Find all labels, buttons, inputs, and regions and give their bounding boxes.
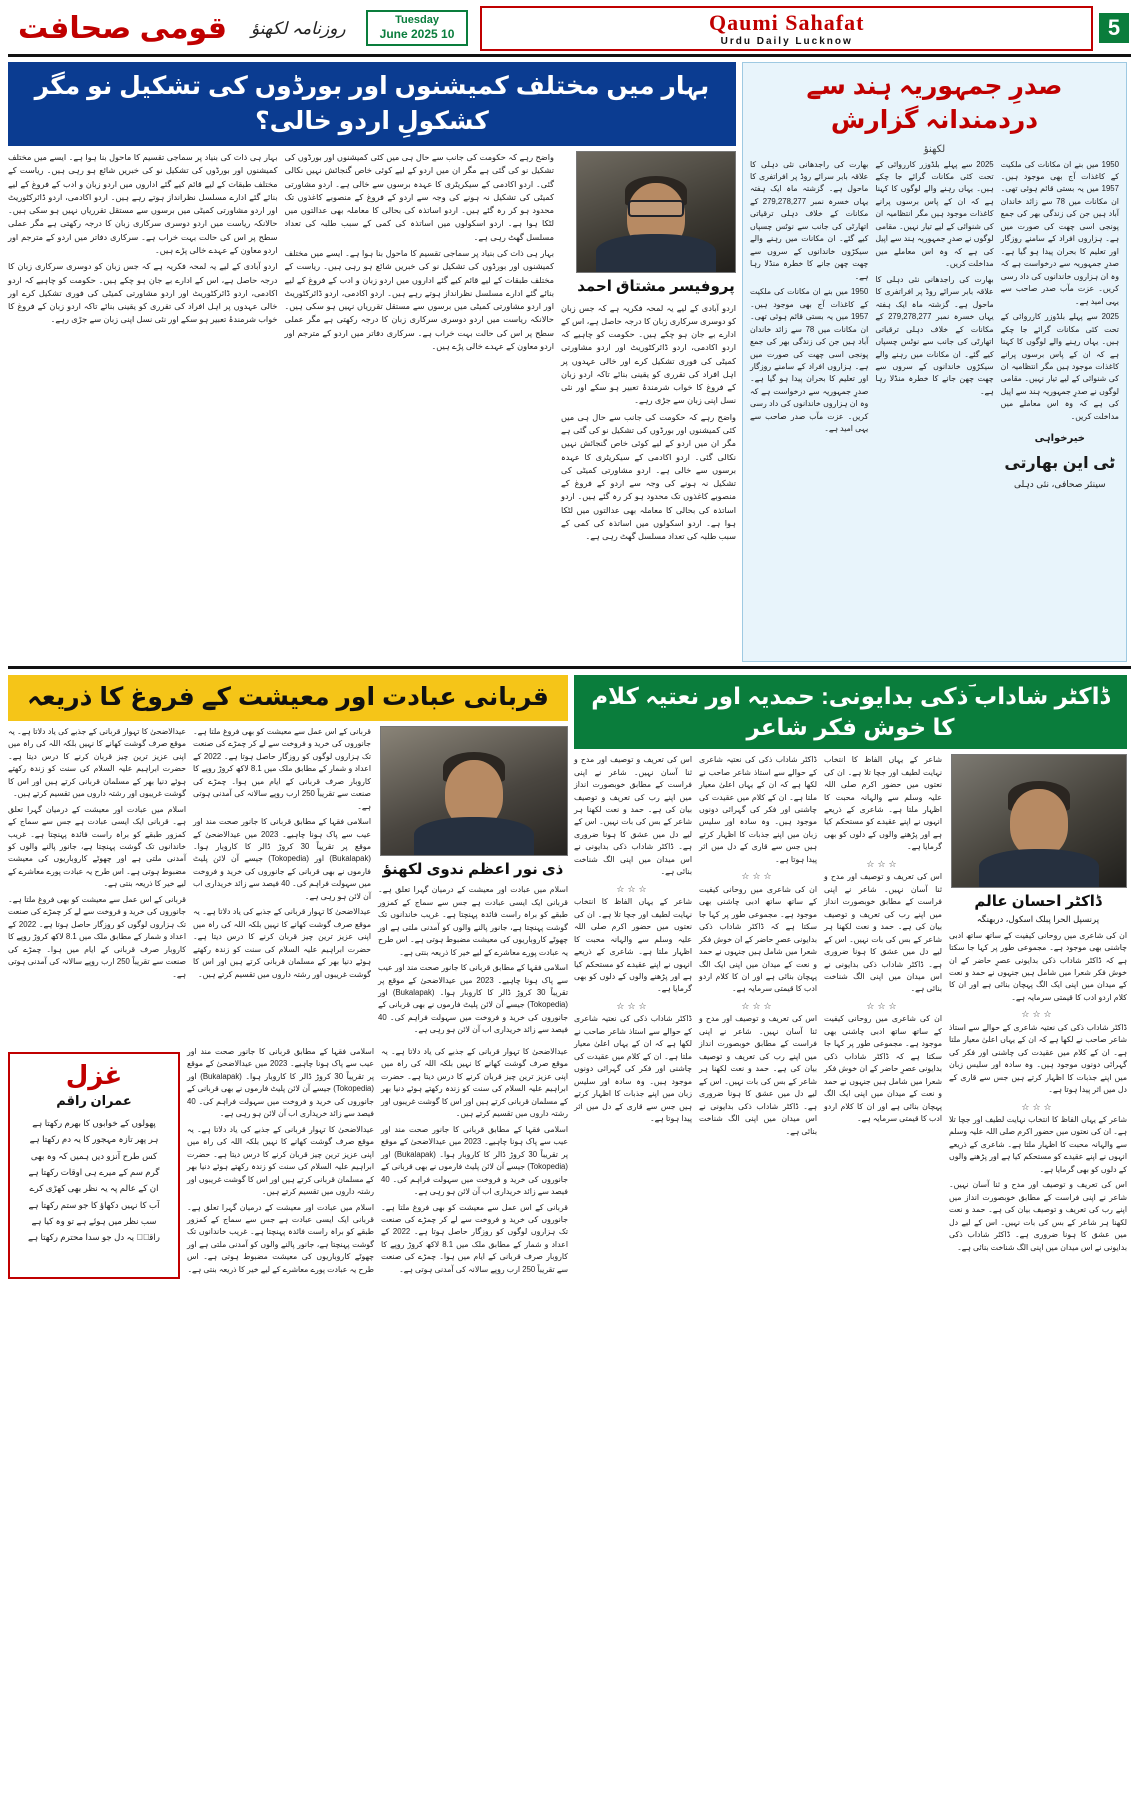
section-divider [8,666,1131,669]
qurbani-col-2-text: قربانی کے اس عمل سے معیشت کو بھی فروغ ملتا ہے۔ جانوروں کی خرید و فروخت سے لے کر چمڑے کی صنعت تک ہزاروں لوگوں کو روزگار حاصل ہوتا ہے۔ 2022 کے اعداد و شمار کے مطابق ملک میں 8.1 لاکھ کروڑ روپے کا کاروبار صرف قربانی کے ایام میں ہوا۔ چمڑے کی صنعت سے تقریباً 250 ارب روپے سالانہ کی آمدنی ہوتی ہے۔ [193,726,371,811]
qurbani-col-4-text2: عیدالاضحیٰ کا تہوار قربانی کے جذبے کی یاد دلاتا ہے۔ یہ موقع صرف گوشت کھانے کا نہیں بلکہ اللہ کی راہ میں اپنی عزیز ترین چیز قربان کرنے کا درس دیتا ہے۔ حضرت ابراہیم علیہ السلام کی سنت کو زندہ رکھتے ہوئے دنیا بھر کے مسلمان قربانی کرتے ہیں اور اس کا گوشت غریبوں اور رشتہ داروں میں تقسیم کرتے ہیں۔ [187,1124,374,1197]
ghazal-line: سب نظر میں ہوئے ہے تو وہ کیا ہے [31,1215,157,1226]
ghazal-line: راقمؔ یہ دل جو سدا محترم رکھتا ہے [28,1232,160,1243]
qurbani-col-5 [381,1046,568,1279]
qurbani-col-1-text2: اسلام میں عبادت اور معیشت کے درمیان گہرا تعلق ہے۔ قربانی ایک ایسی عبادت ہے جس سے سماج کے کمزور طبقے کو براہ راست فائدہ پہنچتا ہے۔ غریب خاندانوں تک گوشت پہنچتا ہے، جانور پالنے والوں کو آمدنی ملتی ہے اور چھوٹے کاروباریوں کی معیشت مضبوط ہوتی ہے۔ اس طرح یہ عبادت پورے معاشرے کے لیے خیر کا ذریعہ بنتی ہے۔ [8,804,186,889]
masthead-date-value: 10 June 2025 [379,27,455,42]
shadab-col-2-text: ڈاکٹر شاداب ذکی کی نعتیہ شاعری کے حوالے سے استاذ شاعر صاحب نے لکھا ہے کہ ان کے یہاں اعلیٰ معیار ملتا ہے۔ ان کے کلام میں عقیدت کی چاشنی اور فکر کی گہرائی دونوں موجود ہیں۔ وہ سادہ اور سلیس زبان میں اپنے جذبات کا اظہار کرتے ہیں جس سے قاری کے دل میں اثر پیدا ہوتا ہے۔ [699,755,817,864]
secondary-col-3-text: 1950 میں بنے ان مکانات کی ملکیت کے کاغذات آج بھی موجود ہیں۔ 1957 میں یہ بستی قائم ہوئی تھی۔ ان مکانات میں 78 سے زائد خاندان آباد ہیں جن کی زندگی بھر کی جمع پونجی اسی چھت کی صورت میں ہے۔ ہزاروں افراد کے سامنے روزگار اور تعلیم کا بحران پیدا ہو گیا ہے۔ صدرِ جمہوریہ سے درخواست ہے کہ وہ ان ہزاروں خاندانوں کی داد رسی کریں۔ عزت مآب صدر صاحب سے یہی امید ہے۔ [1000,159,1119,306]
qurbani-col-2-text2: اسلامی فقہا کے مطابق قربانی کا جانور صحت مند اور عیب سے پاک ہونا چاہیے۔ 2023 میں عیدالاضحیٰ کے موقع پر تقریباً 30 کروڑ ڈالر کا کاروبار ہوا۔ (Bukalapak) اور (Tokopedia) جیسے آن لائن پلیٹ فارموں نے بھی قربانی کے جانوروں کی خرید و فروخت میں سہولت فراہم کی۔ 40 فیصد سے زائد خریداری اب آن لائن ہو رہی ہے۔ [193,817,372,901]
star-divider: ☆☆☆ [866,858,900,869]
author-photo-box [576,151,736,297]
star-divider: ☆☆☆ [741,871,775,882]
masthead-day: Tuesday [395,13,439,26]
lead-col-1 [8,151,278,547]
middle-section [8,675,1131,1279]
ghazal-title: غزل [65,1059,123,1090]
critic-photo-subcaption: پرنسپل الحرا پبلک اسکول، دربھنگہ [976,913,1100,924]
shadab-col-3-text: شاعر کے یہاں الفاظ کا انتخاب نہایت لطیف اور جچا تلا ہے۔ ان کی نعتوں میں حضور اکرم صلی اللہ علیہ وسلم سے والہانہ محبت کا اظہار ملتا ہے۔ شاعری کے ذریعے انہوں نے اپنے عقیدے کو مستحکم کیا ہے اور پڑھنے والوں کے دلوں کو بھی گرمایا ہے۔ [824,755,942,852]
secondary-headline: صدرِ جمہوریہ ہند سے دردمندانہ گزارش [806,72,1063,134]
lead-col-3-text: اردو آبادی کے لیے یہ لمحہ فکریہ ہے کہ جس زبان کو دوسری سرکاری زبان کا درجہ حاصل ہے، اس کے ادارے بے جان ہو چکے ہیں۔ حکومت کو چاہیے کہ اردو اکادمی، اردو ڈائرکٹوریٹ اور اردو مشاورتی کمیٹی کی فوری تشکیل کرے اور خالی عہدوں پر اہل افراد کی تقرری کو یقینی بنائے تاکہ اردو زبان کے فروغ کا خواب شرمندۂ تعبیر ہو سکے اور نئی نسل اپنی زبان سے جڑی رہے۔ [561,303,736,406]
ghazal-line: ہر پھر تازہ مہجور کا یہ دم رکھتا ہے [29,1134,159,1145]
secondary-col-3 [1001,159,1119,492]
page-number-badge: 5 [1099,13,1129,43]
secondary-col-2-text2: بھارت کی راجدھانی نئی دہلی کا علاقہ بابر سرائے روڈ پر افراتفری کا ماحول ہے۔ گزشتہ ماہ ایک ہفتہ یہاں خسرہ نمبر 279,278,277 کے مکانات کے خلاف دہلی ترقیاتی اتھارٹی کی جانب سے نوٹس چسپاں کیے گئے۔ ان مکانات میں رہنے والے سیکڑوں خاندانوں کے سروں سے چھت چھن جانے کا خطرہ منڈلا رہا ہے۔ [875,274,994,396]
masthead-title-en-box [480,6,1093,51]
secondary-col-1 [750,159,868,492]
masthead [8,6,1131,57]
lead-col-2-text: واضح رہے کہ حکومت کی جانب سے حال ہی میں کئی کمیشنوں اور بورڈوں کی تشکیل نو کی گئی ہے مگر ان میں اردو کے لیے کوئی خاص گنجائش نہیں نکالی گئی۔ اردو اکادمی کے سیکریٹری کا عہدہ برسوں سے خالی ہے۔ اردو مشاورتی کمیٹی کی تشکیل نہ ہونے کی وجہ سے اردو کے فروغ کے منصوبے کاغذوں تک محدود ہو کر رہ گئے ہیں۔ اردو اساتذہ کی بحالی کا معاملہ بھی عدالتوں میں لٹکا ہوا ہے۔ اردو اسکولوں میں اساتذہ کی کمی کے سبب طلبہ کی تعداد مسلسل گھٹ رہی ہے۔ [284,153,554,242]
secondary-sign-role: سینئر صحافی، نئی دہلی [1014,478,1106,489]
secondary-col-1-text2: 1950 میں بنے ان مکانات کی ملکیت کے کاغذات آج بھی موجود ہیں۔ 1957 میں یہ بستی قائم ہوئی تھی۔ ان مکانات میں 78 سے زائد خاندان آباد ہیں جن کی زندگی بھر کی جمع پونجی اسی چھت کی صورت میں ہے۔ ہزاروں افراد کے سامنے روزگار اور تعلیم کا بحران پیدا ہو گیا ہے۔ صدرِ جمہوریہ سے درخواست ہے کہ وہ ان ہزاروں خاندانوں کی داد رسی کریں۔ عزت مآب صدر صاحب سے یہی امید ہے۔ [750,287,869,434]
secondary-sign-city: خیرخواہی [1034,433,1086,445]
shadab-col-2-text3: اس کی تعریف و توصیف اور مدح و ثنا آسان نہیں۔ شاعر نے اپنی فراست کے مطابق خوبصورت انداز میں اپنے رب کی تعریف و توصیف بیان کی ہے۔ حمد و نعت لکھنا ہر شاعر کے بس کی بات نہیں۔ اس کے لیے دل میں عشق کا ہونا ضروری ہے۔ ڈاکٹر شاداب ذکی بدایونی نے اس میدان میں اپنی الگ شناخت بنائی ہے۔ [699,1014,817,1136]
author-photo [576,151,736,273]
qurbani-col-3-text: اسلام میں عبادت اور معیشت کے درمیان گہرا تعلق ہے۔ قربانی ایک ایسی عبادت ہے جس سے سماج کے کمزور طبقے کو براہ راست فائدہ پہنچتا ہے۔ غریب خاندانوں تک گوشت پہنچتا ہے، جانور پالنے والوں کو آمدنی ملتی ہے اور چھوٹے کاروباریوں کی معیشت مضبوط ہوتی ہے۔ اس طرح یہ عبادت پورے معاشرے کے لیے خیر کا ذریعہ بنتی ہے۔ [378,885,568,957]
star-divider: ☆☆☆ [866,1000,900,1011]
ghazal-line: کس طرح آنزو دیں ہمیں کہ وہ بھی [30,1150,158,1161]
secondary-col-1-text: بھارت کی راجدھانی نئی دہلی کا علاقہ بابر سرائے روڈ پر افراتفری کا ماحول ہے۔ گزشتہ ماہ ایک ہفتہ یہاں خسرہ نمبر 279,278,277 کے مکانات کے خلاف دہلی ترقیاتی اتھارٹی کی جانب سے نوٹس چسپاں کیے گئے۔ ان مکانات میں رہنے والے سیکڑوں خاندانوں کے سروں سے چھت چھن جانے کا خطرہ منڈلا رہا ہے۔ [750,159,869,281]
ghazal-line: آب کا نہیں دکھاؤ کا جو ستم رکھتا ہے [28,1199,160,1210]
masthead-subtitle-urdu: روزنامہ لکھنؤ [251,18,346,38]
lead-col-2-text2: بہار ہی ذات کی بنیاد پر سماجی تقسیم کا ماحول بنا ہوا ہے۔ ایسے میں مختلف کمیشنوں اور بورڈوں کی تشکیل نو کی خبریں شائع ہو رہی ہیں۔ ریاست کے مختلف طبقات کے لیے قائم کیے گئے اداروں میں اردو زبان و ادب کے فروغ کے لیے بنائے گئے ادارے مسلسل نظرانداز ہوتے رہے ہیں۔ اردو اکادمی، اردو ڈائرکٹوریٹ اور اردو مشاورتی کمیٹی میں برسوں سے مستقل تقرریاں نہیں ہو سکی ہیں۔ حالانکہ ریاست میں اردو دوسری سرکاری زبان کا درجہ رکھتی ہے مگر عملی سطح پر اس کی حالت بہت خراب ہے۔ سرکاری دفاتر میں اردو کے مترجم اور اردو معاون کے عہدے خالی پڑے ہیں۔ [284,248,554,351]
qurbani-col-4-text: اسلامی فقہا کے مطابق قربانی کا جانور صحت مند اور عیب سے پاک ہونا چاہیے۔ 2023 میں عیدالاضحیٰ کے موقع پر تقریباً 30 کروڑ ڈالر کا کاروبار ہوا۔ (Bukalapak) اور (Tokopedia) جیسے آن لائن پلیٹ فارموں نے بھی قربانی کے جانوروں کی خرید و فروخت میں سہولت فراہم کی۔ 40 فیصد سے زائد خریداری اب آن لائن ہو رہی ہے۔ [187,1046,374,1119]
ghazal-line: ان کے عالم پہ یہ نظر بھی کھڑی کرے [29,1183,159,1194]
masthead-title-en: Qaumi Sahafat [708,9,865,35]
lead-col-1-text2: اردو آبادی کے لیے یہ لمحہ فکریہ ہے کہ جس زبان کو دوسری سرکاری زبان کا درجہ حاصل ہے، اس کے ادارے بے جان ہو چکے ہیں۔ حکومت کو چاہیے کہ اردو اکادمی، اردو ڈائرکٹوریٹ اور اردو مشاورتی کمیٹی کی فوری تشکیل کرے اور خالی عہدوں پر اہل افراد کی تقرری کو یقینی بنائے تاکہ اردو زبان کے فروغ کا خواب شرمندۂ تعبیر ہو سکے اور نئی نسل اپنی زبان سے جڑی رہے۔ [8,262,278,325]
secondary-byline: لکھنؤ [923,143,946,155]
qurbani-col-4 [187,1046,374,1279]
qurbani-col-1-text: عیدالاضحیٰ کا تہوار قربانی کے جذبے کی یاد دلاتا ہے۔ یہ موقع صرف گوشت کھانے کا نہیں بلکہ اللہ کی راہ میں اپنی عزیز ترین چیز قربان کرنے کا درس دیتا ہے۔ حضرت ابراہیم علیہ السلام کی سنت کو زندہ رکھتے ہوئے دنیا بھر کے مسلمان قربانی کرتے ہیں اور اس کا گوشت غریبوں اور رشتہ داروں میں تقسیم کرتے ہیں۔ [8,726,186,799]
qurbani-col-4-text3: اسلام میں عبادت اور معیشت کے درمیان گہرا تعلق ہے۔ قربانی ایک ایسی عبادت ہے جس سے سماج کے کمزور طبقے کو براہ راست فائدہ پہنچتا ہے۔ غریب خاندانوں تک گوشت پہنچتا ہے، جانور پالنے والوں کو آمدنی ملتی ہے اور چھوٹے کاروباریوں کی معیشت مضبوط ہوتی ہے۔ اس طرح یہ عبادت پورے معاشرے کے لیے خیر کا ذریعہ بنتی ہے۔ [187,1202,374,1274]
top-section [8,62,1131,662]
star-divider: ☆☆☆ [616,883,650,894]
ghazal-line: گرم سم کے میرے ہی اوقات رکھتا ہے [28,1166,160,1177]
shadab-col-1-text3: ڈاکٹر شاداب ذکی کی نعتیہ شاعری کے حوالے سے استاذ شاعر صاحب نے لکھا ہے کہ ان کے یہاں اعلیٰ معیار ملتا ہے۔ ان کے کلام میں عقیدت کی چاشنی اور فکر کی گہرائی دونوں موجود ہیں۔ وہ سادہ اور سلیس زبان میں اپنے جذبات کا اظہار کرتے ہیں جس سے قاری کے دل میں اثر پیدا ہوتا ہے۔ [574,1014,692,1124]
qurbani-article [8,675,568,1279]
lead-col-3-text-wrap [561,302,736,544]
qurbani-col-5-text: عیدالاضحیٰ کا تہوار قربانی کے جذبے کی یاد دلاتا ہے۔ یہ موقع صرف گوشت کھانے کا نہیں بلکہ اللہ کی راہ میں اپنی عزیز ترین چیز قربان کرنے کا درس دیتا ہے۔ حضرت ابراہیم علیہ السلام کی سنت کو زندہ رکھتے ہوئے دنیا بھر کے مسلمان قربانی کرتے ہیں اور اس کا گوشت غریبوں اور رشتہ داروں میں تقسیم کرتے ہیں۔ [381,1046,568,1119]
speaker-photo-caption: ذی نور اعظم ندوی لکھنؤ [382,860,564,878]
shadab-col-3-text2: اس کی تعریف و توصیف اور مدح و ثنا آسان نہیں۔ شاعر نے اپنی فراست کے مطابق خوبصورت انداز میں اپنے رب کی تعریف و توصیف بیان کی ہے۔ حمد و نعت لکھنا ہر شاعر کے بس کی بات نہیں۔ اس کے لیے دل میں عشق کا ہونا ضروری ہے۔ ڈاکٹر شاداب ذکی بدایونی نے اس میدان میں اپنی الگ شناخت بنائی ہے۔ [824,872,942,994]
secondary-sign-name: ٹی این بھارتی [1004,455,1116,473]
secondary-col-3-text2: 2025 سے پہلے بلڈوزر کارروائی کے تحت کئی مکانات گرائے جا چکے ہیں۔ یہاں رہنے والے لوگوں کا کہنا ہے کہ ان کے پاس برسوں پرانے کاغذات موجود ہیں مگر انتظامیہ ان کی شنوائی کے لیے تیار نہیں۔ مقامی لوگوں نے صدرِ جمہوریہ ہند سے اپیل کی ہے کہ وہ اس معاملے میں مداخلت کریں۔ [1000,312,1119,421]
qurbani-headline: قربانی عبادت اور معیشت کے فروغ کا ذریعہ [8,675,568,721]
qurbani-col-3-text-wrap [378,884,568,1037]
star-divider: ☆☆☆ [1021,1101,1055,1112]
ghazal-line: پھولوں کے خوابوں کا بھرم رکھتا ہے [32,1117,156,1128]
qurbani-col-2 [193,726,371,1040]
shadab-col-3-text3: ان کی شاعری میں روحانی کیفیت کے ساتھ ساتھ ادبی چاشنی بھی موجود ہے۔ مجموعی طور پر کہا جا سکتا ہے کہ ڈاکٹر شاداب ذکی بدایونی عصرِ حاضر کے ان خوش فکر شعرا میں شامل ہیں جنہوں نے حمد و نعت کے میدان میں اپنی ایک الگ پہچان بنائی ہے اور ان کا کلام اردو ادب کا قیمتی سرمایہ ہے۔ [824,1014,942,1124]
speaker-photo [380,726,568,856]
lead-col-2 [285,151,555,547]
lead-headline: بہار میں مختلف کمیشنوں اور بورڈوں کی تشکیل نو مگر کشکولِ اردو خالی؟ [8,62,736,146]
shadab-col-2 [699,754,817,1257]
lead-col-3-text2: واضح رہے کہ حکومت کی جانب سے حال ہی میں کئی کمیشنوں اور بورڈوں کی تشکیل نو کی گئی ہے مگر ان میں اردو کے لیے کوئی خاص گنجائش نہیں نکالی گئی۔ اردو اکادمی کے سیکریٹری کا عہدہ برسوں سے خالی ہے۔ اردو مشاورتی کمیٹی کی تشکیل نہ ہونے کی وجہ سے اردو کے فروغ کے منصوبے کاغذوں تک محدود ہو کر رہ گئے ہیں۔ اردو اساتذہ کی بحالی کا معاملہ بھی عدالتوں میں لٹکا ہوا ہے۔ اردو اسکولوں میں اساتذہ کی کمی کے سبب طلبہ کی تعداد مسلسل گھٹ رہی ہے۔ [561,412,736,542]
secondary-col-2-text: 2025 سے پہلے بلڈوزر کارروائی کے تحت کئی مکانات گرائے جا چکے ہیں۔ یہاں رہنے والے لوگوں کا کہنا ہے کہ ان کے پاس برسوں پرانے کاغذات موجود ہیں مگر انتظامیہ ان کی شنوائی کے لیے تیار نہیں۔ مقامی لوگوں نے صدرِ جمہوریہ ہند سے اپیل کی ہے کہ وہ اس معاملے میں مداخلت کریں۔ [875,159,994,269]
shadab-col-2-text2: ان کی شاعری میں روحانی کیفیت کے ساتھ ساتھ ادبی چاشنی بھی موجود ہے۔ مجموعی طور پر کہا جا سکتا ہے کہ ڈاکٹر شاداب ذکی بدایونی عصرِ حاضر کے ان خوش فکر شعرا میں شامل ہیں جنہوں نے حمد و نعت کے میدان میں اپنی ایک الگ پہچان بنائی ہے اور ان کا کلام اردو ادب کا قیمتی سرمایہ ہے۔ [699,884,817,994]
critic-photo-body [979,849,1099,887]
qurbani-col-3 [378,726,568,1040]
shadab-col-4 [949,754,1127,1257]
masthead-title-urdu: قومی صحافت [18,11,227,45]
photo-glasses [628,200,684,217]
speaker-photo-body [414,817,534,855]
shadab-col-4-text3: شاعر کے یہاں الفاظ کا انتخاب نہایت لطیف اور جچا تلا ہے۔ ان کی نعتوں میں حضور اکرم صلی اللہ علیہ وسلم سے والہانہ محبت کا اظہار ملتا ہے۔ شاعری کے ذریعے انہوں نے اپنے عقیدے کو مستحکم کیا ہے اور پڑھنے والوں کے دلوں کو بھی گرمایا ہے۔ [949,1115,1127,1174]
star-divider: ☆☆☆ [741,1000,775,1011]
shadab-col-4-text-wrap [949,930,1127,1255]
qurbani-col-1 [8,726,186,1040]
qurbani-col-5-text2: اسلامی فقہا کے مطابق قربانی کا جانور صحت مند اور عیب سے پاک ہونا چاہیے۔ 2023 میں عیدالاضحیٰ کے موقع پر تقریباً 30 کروڑ ڈالر کا کاروبار ہوا۔ (Bukalapak) اور (Tokopedia) جیسے آن لائن پلیٹ فارموں نے بھی قربانی کے جانوروں کی خرید و فروخت میں سہولت فراہم کی۔ 40 فیصد سے زائد خریداری اب آن لائن ہو رہی ہے۔ [381,1124,568,1197]
ghazal-box [8,1052,180,1279]
masthead-subtitle-en: Urdu Daily Lucknow [720,35,853,47]
masthead-date [366,10,469,47]
star-divider: ☆☆☆ [1021,1009,1055,1020]
qurbani-col-2-text3: عیدالاضحیٰ کا تہوار قربانی کے جذبے کی یاد دلاتا ہے۔ یہ موقع صرف گوشت کھانے کا نہیں بلکہ اللہ کی راہ میں اپنی عزیز ترین چیز قربان کرنے کا درس دیتا ہے۔ حضرت ابراہیم علیہ السلام کی سنت کو زندہ رکھتے ہوئے دنیا بھر کے مسلمان قربانی کرتے ہیں اور اس کا گوشت غریبوں اور رشتہ داروں میں تقسیم کرتے ہیں۔ [193,907,371,979]
shadab-headline: ڈاکٹر شاداب ؔذکی بدایونی: حمدیہ اور نعتیہ کلام کا خوش فکر شاعر [574,675,1127,749]
critic-photo-caption: ڈاکٹر احسان عالم [974,893,1102,911]
qurbani-col-3-text2: اسلامی فقہا کے مطابق قربانی کا جانور صحت مند اور عیب سے پاک ہونا چاہیے۔ 2023 میں عیدالاضحیٰ کے موقع پر تقریباً 30 کروڑ ڈالر کا کاروبار ہوا۔ (Bukalapak) اور (Tokopedia) جیسے آن لائن پلیٹ فارموں نے بھی قربانی کے جانوروں کی خرید و فروخت میں سہولت فراہم کی۔ 40 فیصد سے زائد خریداری اب آن لائن ہو رہی ہے۔ [378,963,569,1035]
lead-col-3 [561,151,736,547]
critic-photo [951,754,1127,888]
star-divider: ☆☆☆ [616,1000,650,1011]
photo-body [596,234,716,272]
critic-photo-face [1010,789,1068,857]
shadab-col-1-text: اس کی تعریف و توصیف اور مدح و ثنا آسان نہیں۔ شاعر نے اپنی فراست کے مطابق خوبصورت انداز میں اپنے رب کی تعریف و توصیف بیان کی ہے۔ حمد و نعت لکھنا ہر شاعر کے بس کی بات نہیں۔ اس کے لیے دل میں عشق کا ہونا ضروری ہے۔ ڈاکٹر شاداب ذکی بدایونی نے اس میدان میں اپنی الگ شناخت بنائی ہے۔ [574,755,692,877]
shadab-col-1-text2: شاعر کے یہاں الفاظ کا انتخاب نہایت لطیف اور جچا تلا ہے۔ ان کی نعتوں میں حضور اکرم صلی اللہ علیہ وسلم سے والہانہ محبت کا اظہار ملتا ہے۔ شاعری کے ذریعے انہوں نے اپنے عقیدے کو مستحکم کیا ہے اور پڑھنے والوں کے دلوں کو بھی گرمایا ہے۔ [574,897,692,994]
shadab-col-3 [824,754,942,1257]
shadab-col-4-text4: اس کی تعریف و توصیف اور مدح و ثنا آسان نہیں۔ شاعر نے اپنی فراست کے مطابق خوبصورت انداز میں اپنے رب کی تعریف و توصیف بیان کی ہے۔ حمد و نعت لکھنا ہر شاعر کے بس کی بات نہیں۔ اس کے لیے دل میں عشق کا ہونا ضروری ہے۔ ڈاکٹر شاداب ذکی بدایونی نے اس میدان میں اپنی الگ شناخت بنائی ہے۔ [949,1180,1127,1252]
shadab-col-4-text2: ڈاکٹر شاداب ذکی کی نعتیہ شاعری کے حوالے سے استاذ شاعر صاحب نے لکھا ہے کہ ان کے یہاں اعلیٰ معیار ملتا ہے۔ ان کے کلام میں عقیدت کی چاشنی اور فکر کی گہرائی دونوں موجود ہیں۔ وہ سادہ اور سلیس زبان میں اپنے جذبات کا اظہار کرتے ہیں جس سے قاری کے دل میں اثر پیدا ہوتا ہے۔ [949,1022,1127,1095]
qurbani-col-5-text3: قربانی کے اس عمل سے معیشت کو بھی فروغ ملتا ہے۔ جانوروں کی خرید و فروخت سے لے کر چمڑے کی صنعت تک ہزاروں لوگوں کو روزگار حاصل ہوتا ہے۔ 2022 کے اعداد و شمار کے مطابق ملک میں 8.1 لاکھ کروڑ روپے کا کاروبار صرف قربانی کے ایام میں ہوا۔ چمڑے کی صنعت سے تقریباً 250 ارب روپے سالانہ کی آمدنی ہوتی ہے۔ [381,1202,569,1274]
ghazal-poet: عمران راقم [56,1092,132,1108]
lead-col-1-text: بہار ہی ذات کی بنیاد پر سماجی تقسیم کا ماحول بنا ہوا ہے۔ ایسے میں مختلف کمیشنوں اور بورڈوں کی تشکیل نو کی خبریں شائع ہو رہی ہیں۔ ریاست کے مختلف طبقات کے لیے قائم کیے گئے اداروں میں اردو زبان و ادب کے فروغ کے لیے بنائے گئے ادارے مسلسل نظرانداز ہوتے رہے ہیں۔ اردو اکادمی، اردو ڈائرکٹوریٹ اور اردو مشاورتی کمیٹی میں برسوں سے مستقل تقرریاں نہیں ہو سکی ہیں۔ حالانکہ ریاست میں اردو دوسری سرکاری زبان کا درجہ رکھتی ہے مگر عملی سطح پر اس کی حالت بہت خراب ہے۔ سرکاری دفاتر میں اردو کے مترجم اور اردو معاون کے عہدے خالی پڑے ہیں۔ [8,153,278,255]
shadab-article [574,675,1127,1279]
lead-article [8,62,736,662]
secondary-col-2 [875,159,993,492]
author-photo-caption: پروفیسر مشتاق احمد [577,278,735,295]
shadab-col-1 [574,754,692,1257]
secondary-article [742,62,1127,662]
shadab-col-4-text: ان کی شاعری میں روحانی کیفیت کے ساتھ ساتھ ادبی چاشنی بھی موجود ہے۔ مجموعی طور پر کہا جا سکتا ہے کہ ڈاکٹر شاداب ذکی بدایونی عصرِ حاضر کے ان خوش فکر شعرا میں شامل ہیں جنہوں نے حمد و نعت کے میدان میں اپنی ایک الگ پہچان بنائی ہے اور ان کا کلام اردو ادب کا قیمتی سرمایہ ہے۔ [949,930,1127,1002]
qurbani-col-1-text3: قربانی کے اس عمل سے معیشت کو بھی فروغ ملتا ہے۔ جانوروں کی خرید و فروخت سے لے کر چمڑے کی صنعت تک ہزاروں لوگوں کو روزگار حاصل ہوتا ہے۔ 2022 کے اعداد و شمار کے مطابق ملک میں 8.1 لاکھ کروڑ روپے کا کاروبار صرف قربانی کے ایام میں ہوا۔ چمڑے کی صنعت سے تقریباً 250 ارب روپے سالانہ کی آمدنی ہوتی ہے۔ [8,894,186,979]
